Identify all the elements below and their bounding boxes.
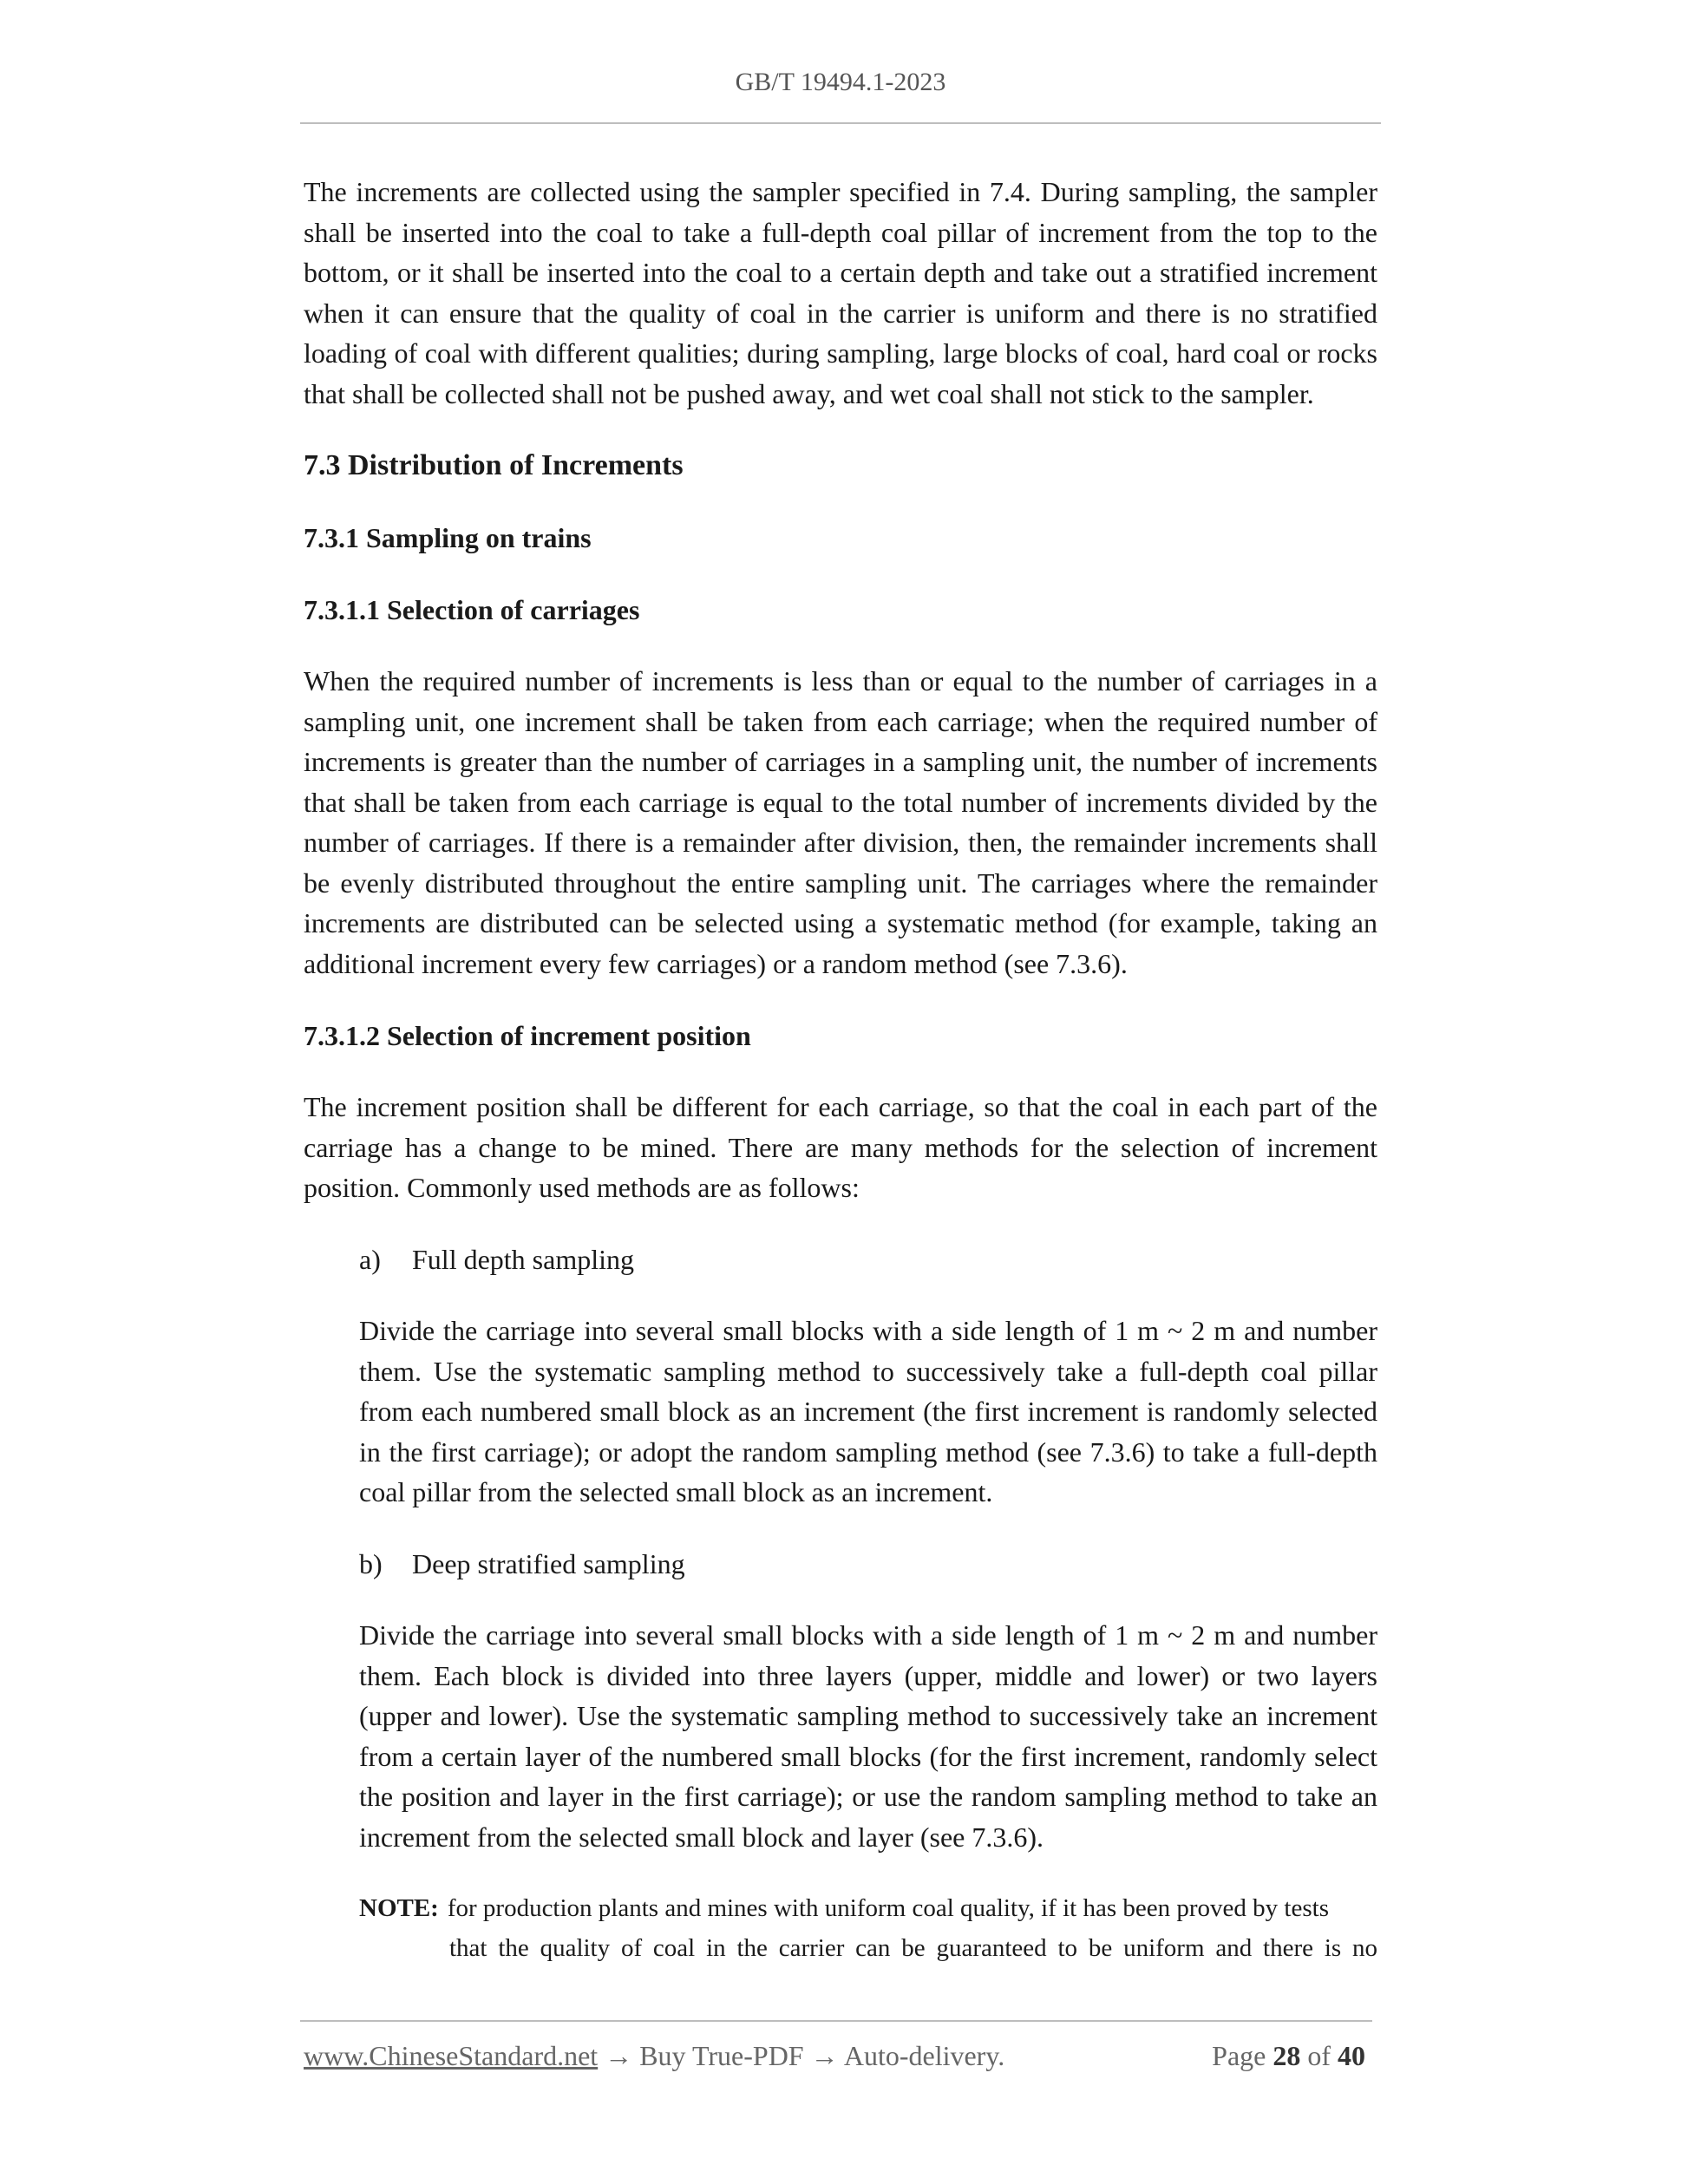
list-marker-b: b): [359, 1547, 383, 1579]
note-block: [359, 1888, 1377, 1968]
footer-delivery-text: Auto-delivery.: [843, 2040, 1005, 2071]
note-label: NOTE:: [359, 1894, 439, 1922]
list-item-a: [359, 1239, 1377, 1280]
page-number: 28: [1273, 2040, 1301, 2071]
note-text-line2: that the quality of coal in the carrier can be guaranteed to be uniform and there is no: [449, 1934, 1377, 1962]
arrow-right-icon: →: [605, 2040, 633, 2071]
note-first-line: [359, 1888, 1377, 1928]
page-of-label: of: [1307, 2040, 1331, 2071]
header-divider: [300, 122, 1381, 124]
paragraph-sampler-usage: The increments are collected using the sampler specified in 7.4. During sampling, the sampler shall be inserted into the coal to take a full-depth coal pillar of increment from the top to the bottom, or it shall be inserted into the coal to a certain depth and take out a stratified increment when it can ensure that the quality of coal in the carrier is uniform and there is no stratified loading of coal with different qualities; during sampling, large blocks of coal, hard coal or rocks that shall be collected shall not be pushed away, and wet coal shall not stick to the sampler.: [304, 176, 1377, 409]
paragraph-carriage-selection: When the required number of increments is less than or equal to the number of carriages in a sampling unit, one increment shall be taken from each carriage; when the required number of increments is greater than the number of carriages in a sampling unit, the number of increments that shall be taken from each carriage is equal to the total number of increments divided by the number of carriages. If there is a remainder after division, then, the remainder increments shall be evenly distributed throughout the entire sampling unit. The carriages where the remainder increments are distributed can be selected using a systematic method (for example, taking an additional increment every few carriages) or a random method (see 7.3.6).: [304, 665, 1377, 979]
list-item-b: [359, 1544, 1377, 1585]
paragraph-increment-position: The increment position shall be different for each carriage, so that the coal in each part of the carriage has a change to be mined. There are many methods for the selection of increment position. Commonly used methods are as follows:: [304, 1091, 1377, 1203]
arrow-right-icon: →: [810, 2040, 839, 2071]
paragraph-deep-stratified-sampling: Divide the carriage into several small blocks with a side length of 1 m ~ 2 m and number them. Each block is divided into three layers (upper, middle and lower) or two layers (upper and lower). Use the systematic sampling method to successively take an increment from a certain layer of the numbered small blocks (for the first increment, randomly select the position and layer in the first carriage); or use the random sampling method to take an increment from the selected small block and layer (see 7.3.6).: [359, 1619, 1377, 1853]
footer-divider: [300, 2020, 1372, 2022]
footer-buy-text: Buy True-PDF: [639, 2040, 804, 2071]
page-indicator: [1212, 2040, 1365, 2072]
list-title-full-depth: Full depth sampling: [412, 1243, 634, 1275]
section-heading-7-3: 7.3 Distribution of Increments: [304, 449, 684, 481]
footer-promo: [304, 2040, 1004, 2072]
document-header: GB/T 19494.1-2023: [735, 68, 946, 96]
page-label: Page: [1212, 2040, 1266, 2071]
list-title-deep-stratified: Deep stratified sampling: [412, 1547, 685, 1579]
note-text-line1: for production plants and mines with uniform coal quality, if it has been proved by tests: [447, 1894, 1329, 1922]
page-total: 40: [1338, 2040, 1365, 2071]
section-heading-7-3-1-1: 7.3.1.1 Selection of carriages: [304, 594, 640, 625]
section-heading-7-3-1: 7.3.1 Sampling on trains: [304, 522, 592, 553]
list-marker-a: a): [359, 1243, 381, 1275]
section-heading-7-3-1-2: 7.3.1.2 Selection of increment position: [304, 1020, 751, 1051]
footer-website-link[interactable]: www.ChineseStandard.net: [304, 2040, 599, 2071]
document-body: [304, 172, 1377, 1968]
paragraph-full-depth-sampling: Divide the carriage into several small blocks with a side length of 1 m ~ 2 m and number them. Use the systematic sampling method to successively take a full-depth coal pillar from each numbered small block as an increment (the first increment is randomly selected in the first carriage); or adopt the random sampling method (see 7.3.6) to take a full-depth coal pillar from the selected small block as an increment.: [359, 1315, 1377, 1507]
